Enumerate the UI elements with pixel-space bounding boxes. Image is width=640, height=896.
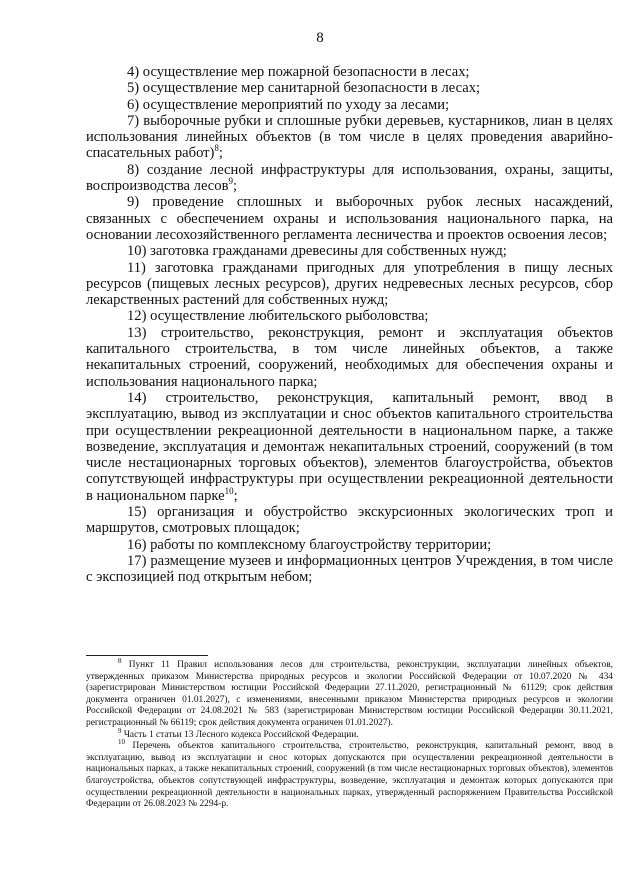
- footnote: $^8$ Пункт 11 Правил использования лесов для строительства, реконструкции, эксплуатации линейных объектов, утвержденных приказом Министерства природных ресурсов и экологии Российской Федерации от 10.07.2020 № 434 (зарегистрирован Министерством юстиции Российской Федерации 27.11.2020, регистрационный № 61129; срок действия документа ограничен 01.01.2027), с изменениями, внесенными приказом Министерства природных ресурсов и экологии Российской Федерации от 24.08.2021 № 583 (зарегистрирован Министерством юстиции Российской Федерации 30.11.2021, регистрационный № 66119; срок действия документа ограничен 01.01.2027).: [86, 656, 613, 728]
- list-item: 17) размещение музеев и информационных центров Учреждения, в том числе с экспозицией под открытым небом;: [86, 552, 613, 586]
- footnote-ref: 8: [214, 143, 219, 154]
- list-item: 16) работы по комплексному благоустройству территории;: [127, 536, 492, 553]
- list-item: 7) выборочные рубки и сплошные рубки деревьев, кустарников, лиан в целях использования линейных объектов (в том числе в целях проведения аварийно-спасательных работ)$^8$;: [86, 112, 613, 162]
- footnote-ref: 10: [224, 485, 234, 496]
- list-item: 14) строительство, реконструкция, капитальный ремонт, ввод в эксплуатацию, вывод из эксплуатации и снос объектов капитального строительства при осуществлении рекреационной деятельности в национальном парке, а также возведение, эксплуатация и демонтаж некапитальных строений, сооружений (в том числе нестационарных торговых объектов), элементов благоустройства, объектов сопутствующей инфраструктуры при осуществлении рекреационной деятельности в национальном парке$^{10}$;: [86, 389, 613, 504]
- footnote-ref: 9: [228, 176, 233, 187]
- footnote-mark: 9: [118, 726, 122, 735]
- list-item: 8) создание лесной инфраструктуры для использования, охраны, защиты, воспроизводства лесов$^9$;: [86, 161, 613, 195]
- list-item: 13) строительство, реконструкция, ремонт и эксплуатация объектов капитального строительства, в том числе линейных объектов, а также некапитальных строений, сооружений, необходимых для обеспечения охраны и использования национального парка;: [86, 324, 613, 390]
- list-item: 10) заготовка гражданами древесины для собственных нужд;: [127, 243, 507, 260]
- footnote-divider: [86, 655, 208, 656]
- footnotes: [86, 656, 613, 811]
- footnote: $^{10}$ Перечень объектов капитального строительства, строительство, реконструкция, капитальный ремонт, ввод в эксплуатацию, вывод из эксплуатации и снос которых допускаются при осуществлении рекреационной деятельности в национальных парках, а также некапитальных строений, сооружений (в том числе нестационарных торговых объектов), элементов благоустройства, объектов сопутствующей инфраструктуры, возведение, эксплуатация и демонтаж которых допускаются при осуществлении рекреационной деятельности в национальных парках, утвержденный распоряжением Правительства Российской Федерации от 26.08.2023 № 2294-р.: [86, 738, 613, 810]
- list-item: 15) организация и обустройство экскурсионных экологических троп и маршрутов, смотровых площадок;: [86, 504, 613, 537]
- list-item: 6) осуществление мероприятий по уходу за лесами;: [127, 96, 450, 113]
- list-item: 4) осуществление мер пожарной безопасности в лесах;: [127, 64, 470, 80]
- document-body: [86, 64, 613, 586]
- footnote-mark: 10: [118, 738, 125, 747]
- list-item: 11) заготовка гражданами пригодных для употребления в пищу лесных ресурсов (пищевых лесных ресурсов), других недревесных лесных ресурсов, сбор лекарственных растений для собственных нужд;: [86, 259, 613, 309]
- footnote-mark: 8: [118, 656, 122, 665]
- list-item: 12) осуществление любительского рыболовства;: [127, 308, 429, 325]
- list-item: 9) проведение сплошных и выборочных рубок лесных насаждений, связанных с обеспечением охраны и использования национального парка, на основании лесохозяйственного регламента лесничества и проектов освоения лесов;: [86, 194, 613, 243]
- page-number: 8: [316, 30, 324, 46]
- list-item: 5) осуществление мер санитарной безопасности в лесах;: [127, 80, 481, 97]
- footnote: $^9$ Часть 1 статьи 13 Лесного кодекса Российской Федерации.: [118, 726, 359, 740]
